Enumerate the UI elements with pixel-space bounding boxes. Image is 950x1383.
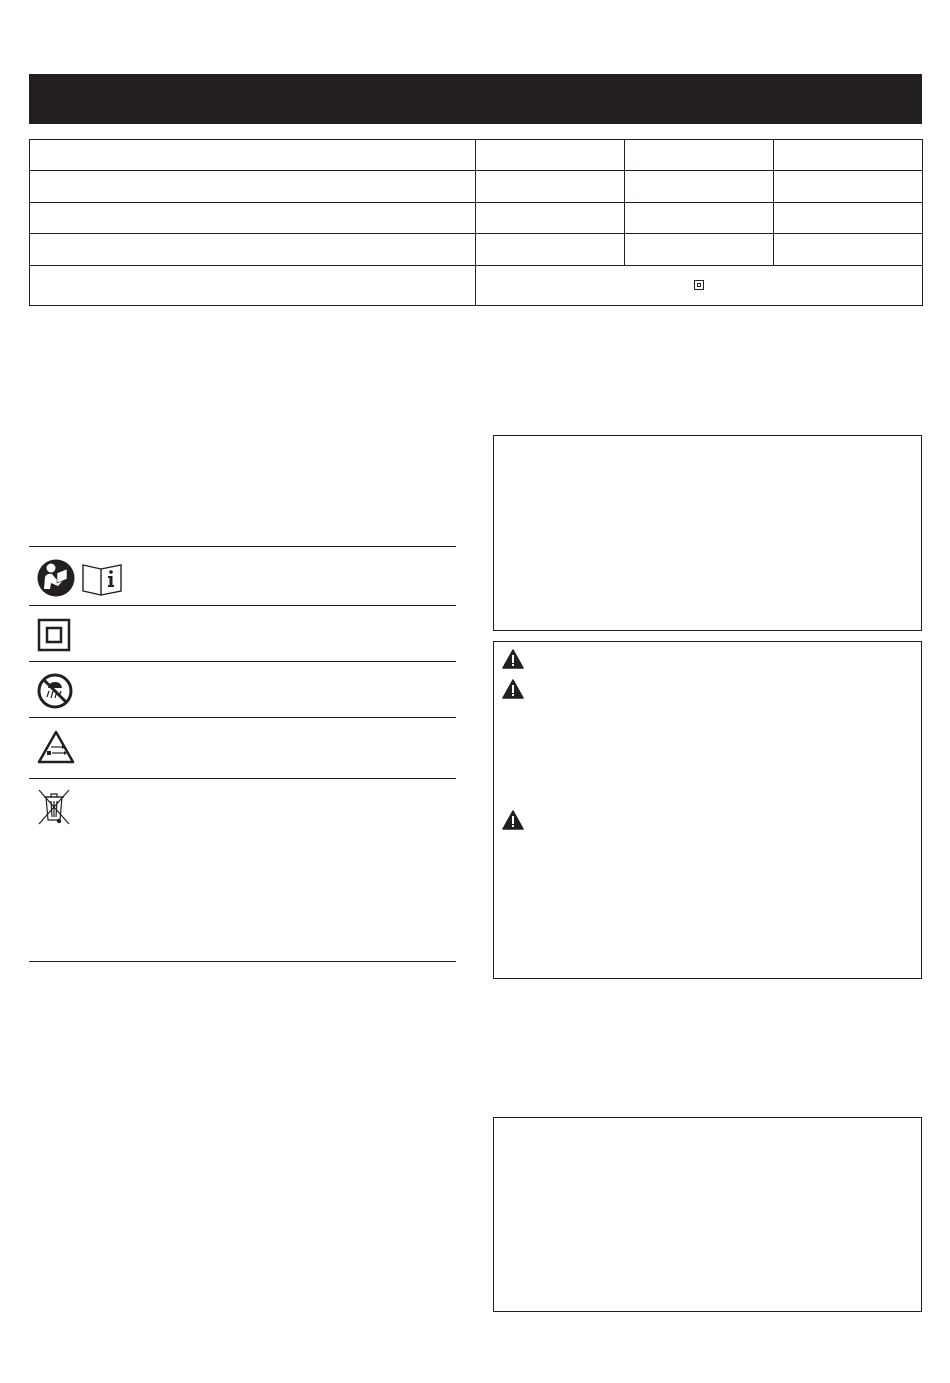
table-cell bbox=[30, 171, 476, 202]
table-cell bbox=[625, 234, 774, 265]
symbol-row bbox=[29, 717, 456, 778]
table-cell bbox=[30, 265, 476, 305]
table-row bbox=[30, 234, 923, 265]
table-cell bbox=[30, 202, 476, 233]
table-cell bbox=[476, 140, 625, 171]
symbols-table-bottom-rule bbox=[29, 961, 456, 962]
warning-box bbox=[493, 641, 922, 979]
warning-triangle-icon bbox=[502, 679, 524, 699]
table-cell bbox=[476, 202, 625, 233]
table-row bbox=[30, 202, 923, 233]
table-cell bbox=[774, 234, 923, 265]
table-cell bbox=[30, 140, 476, 171]
warning-triangle-icon bbox=[502, 649, 524, 669]
read-manual-icon bbox=[37, 559, 125, 597]
class-ii-double-insulation-icon bbox=[694, 280, 704, 290]
table-cell bbox=[476, 265, 923, 305]
table-cell bbox=[774, 171, 923, 202]
specifications-table bbox=[29, 139, 923, 306]
warning-triangle-icon bbox=[502, 810, 524, 830]
symbol-row bbox=[29, 661, 456, 717]
symbol-row bbox=[29, 546, 456, 605]
table-cell bbox=[30, 234, 476, 265]
symbols-table bbox=[29, 546, 456, 962]
table-cell bbox=[625, 171, 774, 202]
table-cell bbox=[625, 140, 774, 171]
table-row bbox=[30, 140, 923, 171]
class-ii-double-insulation-icon bbox=[37, 618, 71, 652]
table-row bbox=[30, 171, 923, 202]
notice-box-top bbox=[493, 435, 922, 631]
table-cell bbox=[476, 171, 625, 202]
table-cell bbox=[774, 140, 923, 171]
flying-debris-warning-icon bbox=[37, 730, 75, 764]
table-cell bbox=[625, 202, 774, 233]
table-cell bbox=[476, 234, 625, 265]
crossed-out-wheeled-bin-icon bbox=[37, 788, 71, 826]
table-row bbox=[30, 265, 923, 305]
notice-box-bottom bbox=[493, 1117, 922, 1312]
symbol-row bbox=[29, 605, 456, 661]
table-cell bbox=[774, 202, 923, 233]
header-bar bbox=[29, 74, 922, 124]
symbol-row bbox=[29, 778, 456, 961]
no-rain-icon bbox=[37, 673, 73, 709]
